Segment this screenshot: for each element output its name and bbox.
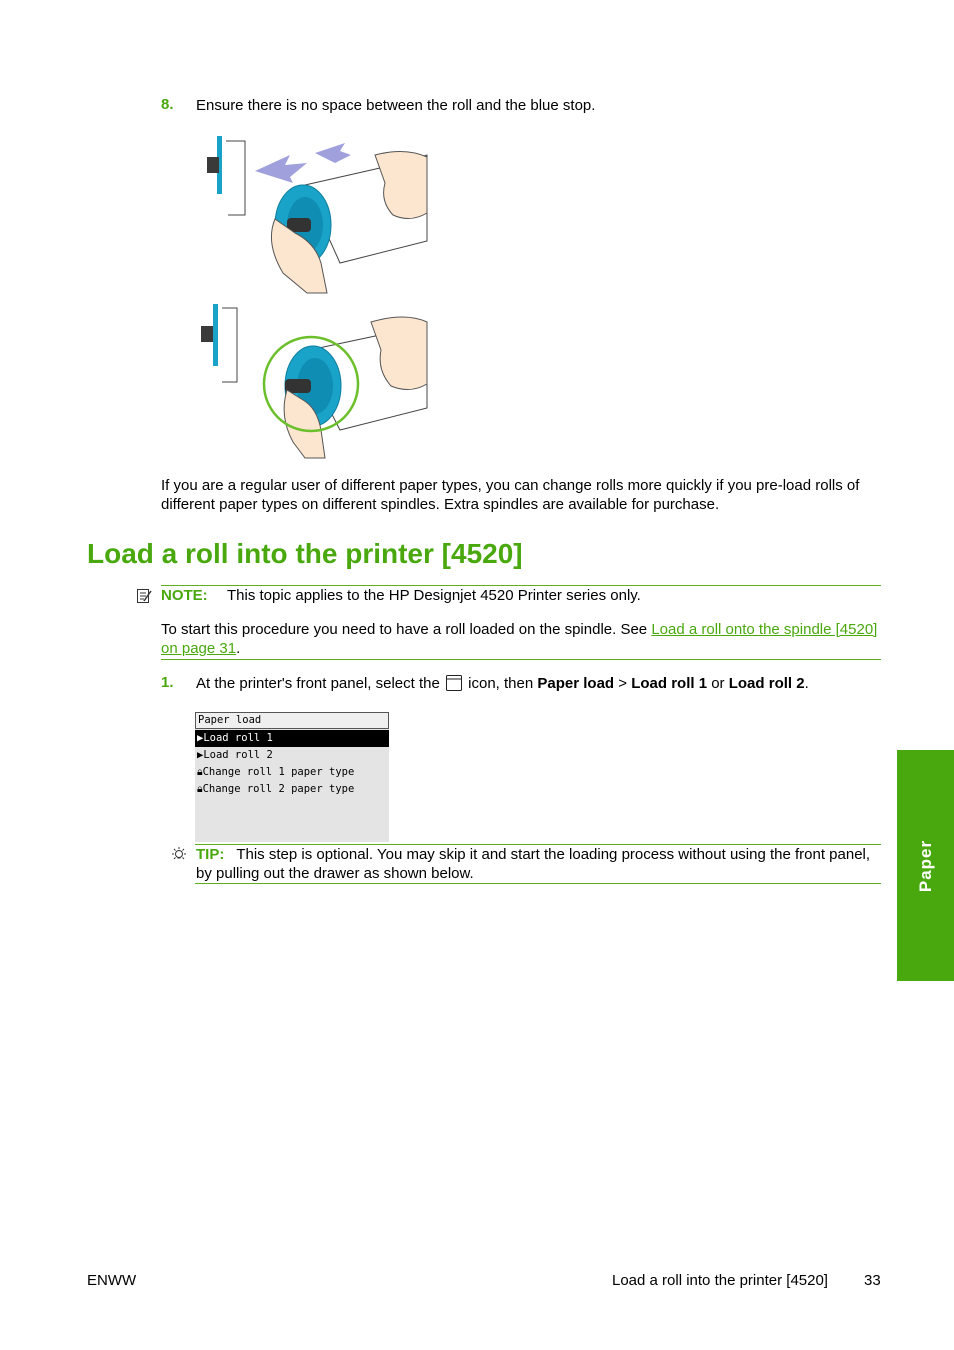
step-number: 8. — [161, 96, 174, 113]
step-text: Ensure there is no space between the roll and the blue stop. — [196, 97, 596, 114]
step1-separator: > — [614, 675, 632, 692]
procedure-paragraph — [161, 620, 885, 658]
arrow-right-icon: ▶ — [197, 749, 204, 761]
lock-icon: 🔒︎ — [197, 783, 203, 795]
lock-icon: 🔒︎ — [197, 766, 203, 778]
page-number: 33 — [864, 1272, 881, 1289]
step-text — [196, 674, 886, 693]
roll-seated-illustration — [195, 300, 435, 462]
menu-paper-load: Paper load — [537, 675, 615, 692]
lcd-menu-item[interactable] — [195, 764, 389, 781]
note-end-rule — [161, 659, 881, 660]
lightbulb-icon — [170, 846, 188, 864]
step1-text-after-icon: icon, then — [464, 675, 538, 692]
note-icon — [136, 588, 152, 604]
lcd-menu-item[interactable] — [195, 730, 389, 747]
paper-icon — [444, 674, 464, 692]
preload-paragraph: If you are a regular user of different paper types, you can change rolls more quickly if you pre-load rolls of different paper types on different spindles. Extra spindles are available for purchase. — [161, 477, 860, 513]
footer-left: ENWW — [87, 1272, 137, 1289]
chapter-tab-label: Paper — [915, 839, 935, 892]
lcd-item-label: Change roll 1 paper type — [202, 766, 355, 778]
arrow-right-icon: ▶ — [197, 732, 204, 744]
roll-push-illustration — [195, 133, 435, 295]
lcd-item-label: Load roll 1 — [203, 732, 273, 744]
menu-load-roll-1: Load roll 1 — [631, 675, 708, 692]
step-number: 1. — [161, 674, 174, 691]
lcd-item-label: Change roll 2 paper type — [202, 783, 355, 795]
note-text: This topic applies to the HP Designjet 4520 Printer series only. — [227, 587, 641, 604]
tip-label: TIP: — [196, 846, 225, 863]
lcd-menu-item[interactable] — [195, 747, 389, 764]
section-heading: Load a roll into the printer [4520] — [87, 538, 523, 569]
step1-text-before: At the printer's front panel, select the — [196, 675, 444, 692]
lcd-title: Paper load — [195, 712, 389, 729]
front-panel-display — [195, 712, 389, 842]
procedure-end: . — [236, 640, 241, 657]
lcd-menu-item[interactable] — [195, 781, 389, 798]
spindle-page-link[interactable]: Load a roll onto the spindle [4520] on page 31 — [161, 621, 878, 657]
procedure-text: To start this procedure you need to have a roll loaded on the spindle. See — [161, 621, 652, 638]
lcd-item-label: Load roll 2 — [203, 749, 273, 761]
tip-text: This step is optional. You may skip it and start the loading process without using the front panel, by pulling out the drawer as shown below. — [196, 846, 871, 882]
footer-title: Load a roll into the printer [4520] — [612, 1272, 828, 1289]
menu-load-roll-2: Load roll 2 — [728, 675, 805, 692]
chapter-tab[interactable] — [897, 750, 954, 981]
note-label: NOTE: — [161, 587, 208, 604]
tip-bottom-rule — [195, 883, 881, 884]
tip-paragraph — [196, 845, 886, 883]
step1-or: or — [707, 675, 729, 692]
step1-end: . — [804, 675, 809, 692]
